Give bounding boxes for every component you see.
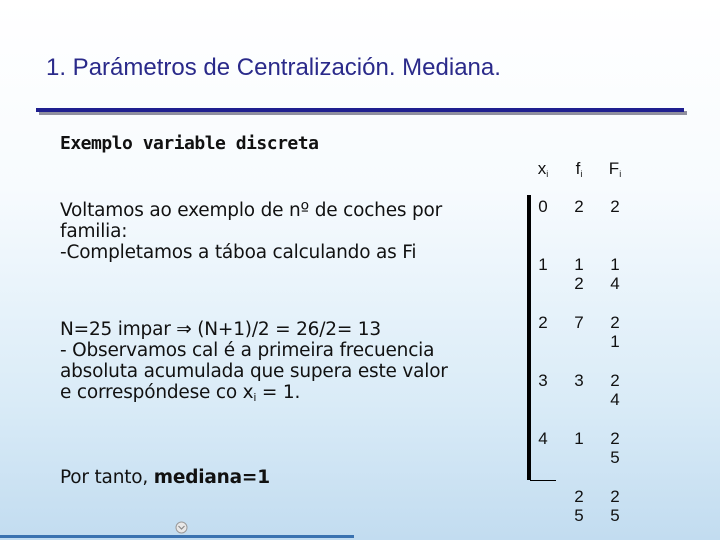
header-Fi: [597, 145, 633, 191]
cell-line: 2: [610, 429, 620, 448]
cell-line: 4: [538, 429, 548, 448]
cell-line: 1: [574, 255, 584, 274]
table-header-row: [525, 145, 633, 191]
table-cell-fi: [561, 423, 597, 481]
cell-line: 1: [538, 255, 548, 274]
cell-line: 3: [538, 371, 548, 390]
intro-line-1: Voltamos ao exemplo de nº de coches por: [60, 200, 443, 221]
reasoning-line-4-suffix: = 1.: [256, 382, 301, 403]
title-underline: [36, 108, 684, 112]
table-cell-fi: [561, 307, 597, 365]
cell-line: 2: [610, 313, 620, 332]
cell-line: 5: [610, 506, 620, 525]
frequency-table: [525, 145, 633, 539]
cell-line: 2: [574, 274, 584, 293]
table-cell-xi: [525, 365, 561, 423]
reasoning-line-4-sub: i: [253, 391, 257, 404]
table-cell-xi: [525, 423, 561, 481]
table-row: [525, 481, 633, 539]
footer-logo-icon: [175, 521, 188, 534]
conclusion-median: mediana=1: [153, 467, 270, 488]
table-cell-fi: [561, 191, 597, 249]
reasoning-line-3: absoluta acumulada que supera este valor: [60, 361, 448, 382]
table-row: [525, 423, 633, 481]
header-xi-sub: i: [546, 169, 549, 179]
cell-line: 4: [610, 274, 620, 293]
cell-line: 1: [610, 255, 620, 274]
table-row: [525, 191, 633, 249]
header-xi: [525, 145, 561, 191]
cell-line: 1: [610, 332, 620, 351]
table-cell-Fi: [597, 249, 633, 307]
reasoning-line-2: - Observamos cal é a primeira frecuencia: [60, 340, 435, 361]
cell-line: 2: [574, 487, 584, 506]
table-row: [525, 365, 633, 423]
cell-line: 5: [574, 506, 584, 525]
header-fi-sub: i: [580, 169, 583, 179]
table-cell-Fi: [597, 481, 633, 539]
cell-line: 2: [610, 487, 620, 506]
intro-line-3: -Completamos a táboa calculando as Fi: [60, 242, 417, 263]
intro-line-2: familia:: [60, 221, 128, 242]
cell-line: 2: [574, 197, 584, 216]
header-xi-main: x: [537, 159, 547, 178]
intro-paragraph: [60, 200, 442, 263]
table-cell-fi: [561, 481, 597, 539]
reasoning-line-4-prefix: e correspóndese co x: [60, 382, 254, 403]
example-heading: Exemplo variable discreta: [60, 133, 319, 154]
table-cell-Fi: [597, 423, 633, 481]
reasoning-line-1: N=25 impar ⇒ (N+1)/2 = 26/2= 13: [60, 319, 381, 340]
footer-rule: [0, 535, 354, 538]
reasoning-paragraph: [60, 319, 448, 408]
cell-line: 1: [574, 429, 584, 448]
table-cell-fi: [561, 365, 597, 423]
table-cell-Fi: [597, 191, 633, 249]
table-row: [525, 249, 633, 307]
cell-line: 7: [574, 313, 584, 332]
cell-line: 4: [610, 390, 620, 409]
cell-line: 5: [610, 448, 620, 467]
header-fi-main: f: [575, 159, 581, 178]
table-cell-fi: [561, 249, 597, 307]
conclusion-prefix: Por tanto,: [60, 467, 154, 488]
slide-title: 1. Parámetros de Centralización. Mediana.: [46, 54, 501, 81]
table-row: [525, 307, 633, 365]
reasoning-line-4: [60, 382, 448, 408]
table-cell-xi: [525, 191, 561, 249]
table-cell-xi: [525, 481, 561, 539]
cell-line: 3: [574, 371, 584, 390]
header-fi: [561, 145, 597, 191]
header-Fi-sub: i: [619, 169, 622, 179]
cell-line: 0: [538, 197, 548, 216]
cell-line: 2: [538, 313, 548, 332]
cell-line: 2: [610, 197, 620, 216]
header-Fi-main: F: [608, 159, 620, 178]
table-cell-Fi: [597, 365, 633, 423]
table-cell-xi: [525, 307, 561, 365]
table-cell-Fi: [597, 307, 633, 365]
cell-line: 2: [610, 371, 620, 390]
table-cell-xi: [525, 249, 561, 307]
conclusion-paragraph: [60, 467, 270, 488]
